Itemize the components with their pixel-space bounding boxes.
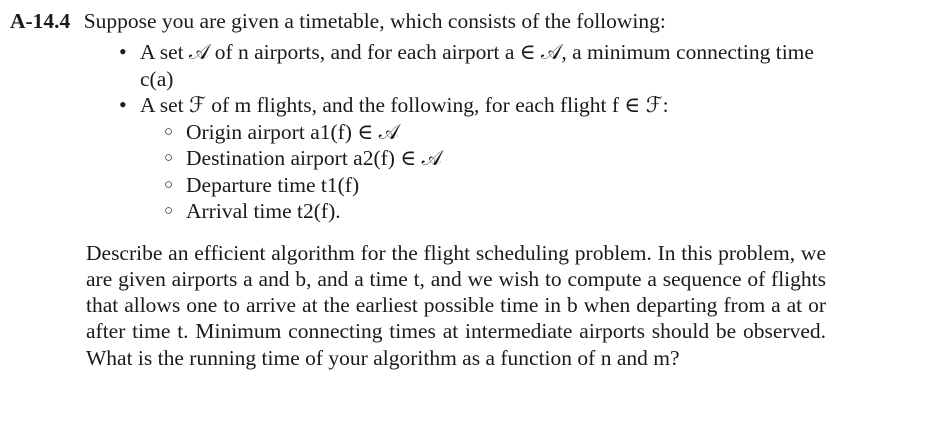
circle-bullet-icon: ○ bbox=[164, 150, 174, 166]
problem-block bbox=[10, 8, 920, 371]
sub-bullet-arrival: Arrival time t2(f). bbox=[186, 199, 341, 223]
sub-bullet-origin: Origin airport a1(f) ∈ 𝒜 bbox=[186, 119, 399, 144]
circle-bullet-icon: ○ bbox=[164, 176, 174, 193]
bullet-dot-icon: • bbox=[119, 92, 127, 117]
circle-bullet-icon: ○ bbox=[164, 123, 174, 140]
list-item-destination bbox=[140, 145, 830, 172]
list-item-flights bbox=[10, 92, 830, 225]
circle-bullet-icon: ○ bbox=[164, 203, 174, 219]
problem-label: A-14.4 bbox=[10, 9, 71, 33]
problem-heading bbox=[10, 8, 920, 35]
list-item-origin bbox=[140, 119, 830, 146]
list-item-airports bbox=[10, 39, 830, 92]
list-item-departure bbox=[140, 172, 830, 199]
sub-bullet-departure: Departure time t1(f) bbox=[186, 172, 360, 197]
problem-description: Describe an efficient algorithm for the flight scheduling problem. In this problem, we are given airports a and b, and a time t, and we wish to compute a sequence of flights that allows one to arrive at the earliest possible time in b when departing from a at or after time t. Minimum connecting times at intermediate airports should be observed. What is the running time of your algorithm as a function of n and m? bbox=[86, 240, 826, 370]
bullet-text-airports: A set 𝒜 of n airports, and for each airport a ∈ 𝒜, a minimum connecting time c(a) bbox=[140, 40, 814, 91]
bullet-dot-icon: • bbox=[119, 39, 127, 64]
bullet-text-flights: A set ℱ of m flights, and the following, for each flight f ∈ ℱ: bbox=[140, 93, 669, 117]
flight-attributes-list bbox=[140, 119, 830, 225]
timetable-list bbox=[10, 39, 920, 225]
sub-bullet-destination: Destination airport a2(f) ∈ 𝒜 bbox=[186, 146, 442, 170]
list-item-arrival bbox=[140, 198, 830, 225]
problem-intro: Suppose you are given a timetable, which consists of the following: bbox=[83, 9, 666, 33]
